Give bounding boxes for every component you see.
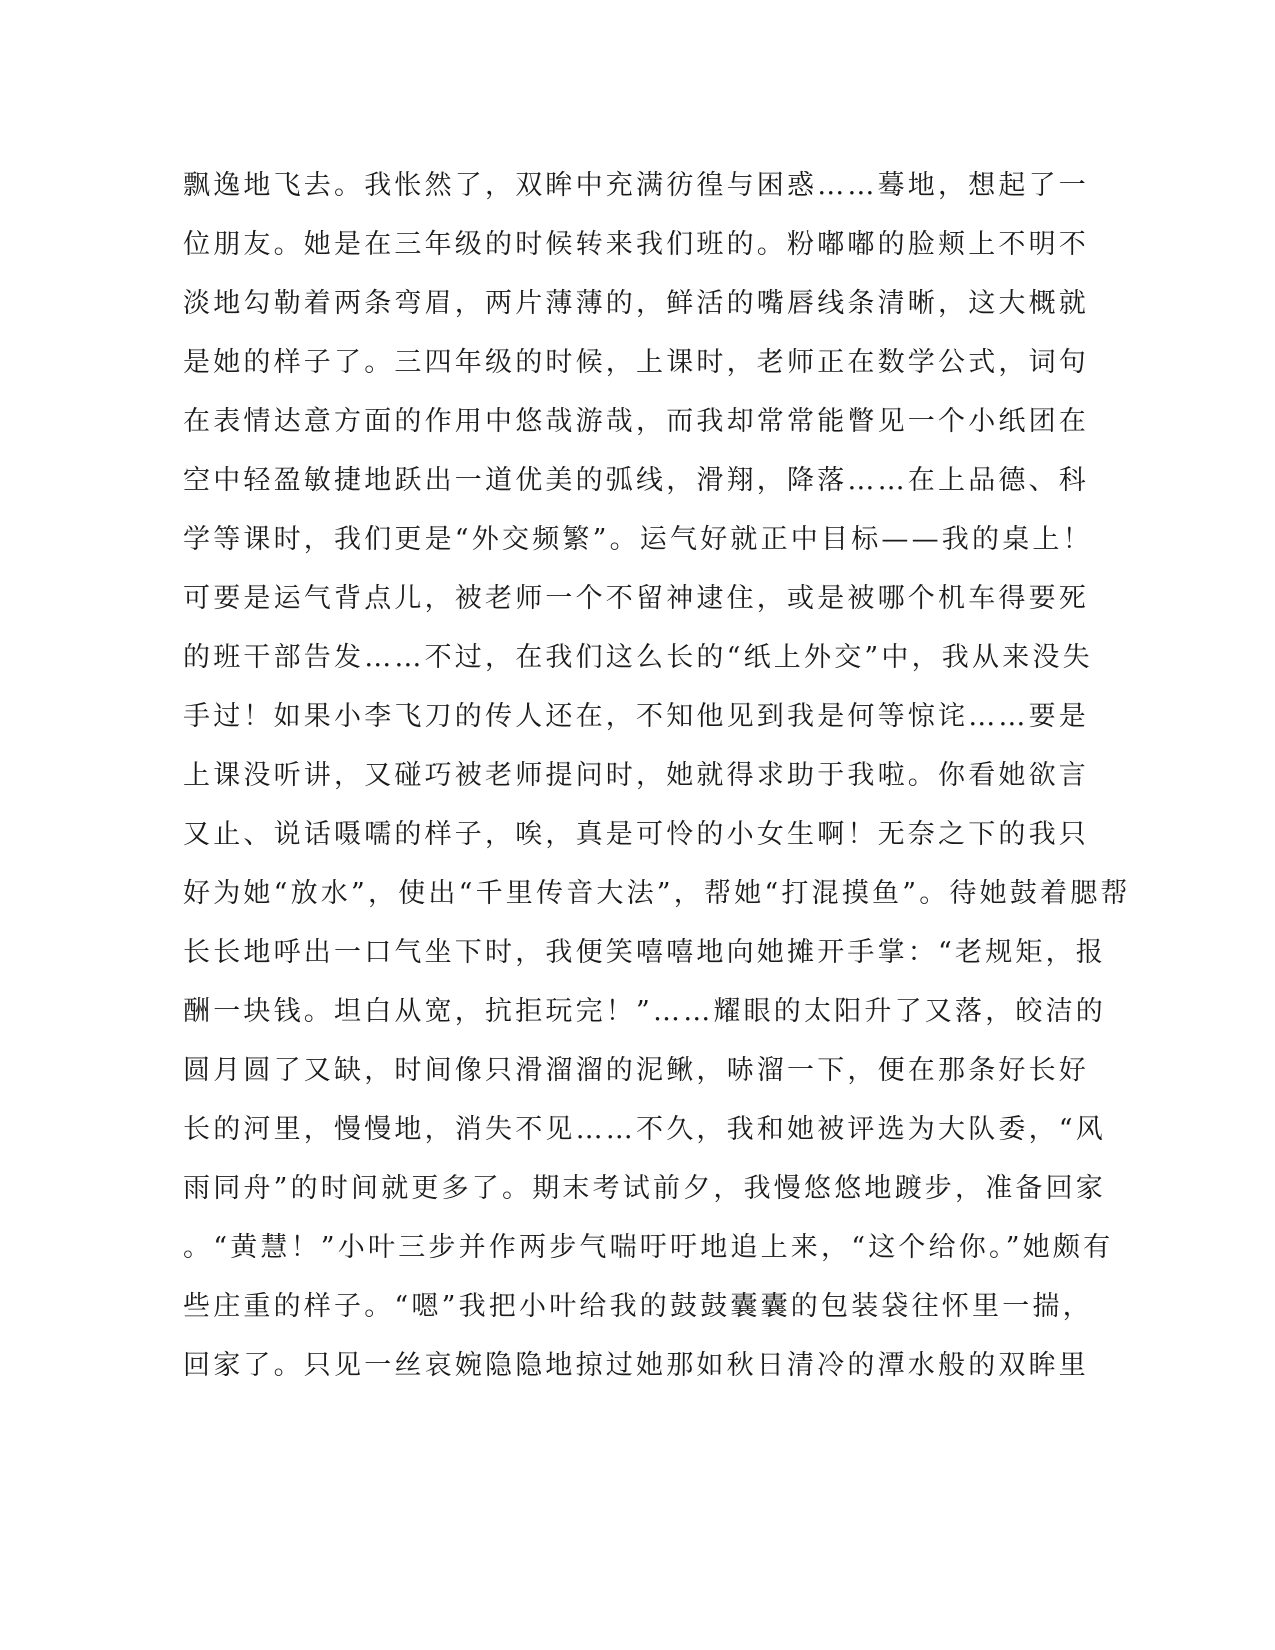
text-line: 空中轻盈敏捷地跃出一道优美的弧线，滑翔，降落……在上品德、科: [183, 465, 1089, 496]
text-line: 好为她“放水”，使出“千里传音大法”，帮她“打混摸鱼”。待她鼓着腮帮: [183, 878, 1131, 909]
text-line: 学等课时，我们更是“外交频繁”。运气好就正中目标——我的桌上！: [183, 524, 1093, 555]
text-line: 上课没听讲，又碰巧被老师提问时，她就得求助于我啦。你看她欲言: [183, 760, 1089, 791]
text-line: 是她的样子了。三四年级的时候，上课时，老师正在数学公式，词句: [183, 347, 1089, 378]
text-line: 。“黄慧！”小叶三步并作两步气喘吁吁地追上来，“这个给你。”她颇有: [183, 1232, 1114, 1263]
text-line: 位朋友。她是在三年级的时候转来我们班的。粉嘟嘟的脸颊上不明不: [183, 229, 1089, 260]
text-line: 淡地勾勒着两条弯眉，两片薄薄的，鲜活的嘴唇线条清晰，这大概就: [183, 288, 1089, 319]
text-line: 手过！如果小李飞刀的传人还在，不知他见到我是何等惊诧……要是: [183, 701, 1089, 732]
text-line: 的班干部告发……不过，在我们这么长的“纸上外交”中，我从来没失: [183, 642, 1093, 673]
text-line: 些庄重的样子。“嗯”我把小叶给我的鼓鼓囊囊的包装袋往怀里一揣，: [183, 1291, 1093, 1322]
text-line: 长长地呼出一口气坐下时，我便笑嘻嘻地向她摊开手掌：“老规矩，报: [183, 937, 1107, 968]
text-line: 圆月圆了又缺，时间像只滑溜溜的泥鳅，哧溜一下，便在那条好长好: [183, 1055, 1089, 1086]
text-line: 回家了。只见一丝哀婉隐隐地掠过她那如秋日清冷的潭水般的双眸里: [183, 1350, 1089, 1381]
text-line: 长的河里，慢慢地，消失不见……不久，我和她被评选为大队委，“风: [183, 1114, 1107, 1145]
text-line: 飘逸地飞去。我怅然了，双眸中充满彷徨与困惑……蓦地，想起了一: [183, 170, 1089, 201]
text-line: 可要是运气背点儿，被老师一个不留神逮住，或是被哪个机车得要死: [183, 583, 1089, 614]
text-line: 在表情达意方面的作用中悠哉游哉，而我却常常能瞥见一个小纸团在: [183, 406, 1089, 437]
text-line: 又止、说话嗫嚅的样子，唉，真是可怜的小女生啊！无奈之下的我只: [183, 819, 1089, 850]
text-line: 雨同舟”的时间就更多了。期末考试前夕，我慢悠悠地踱步，准备回家: [183, 1173, 1107, 1204]
body-text: [183, 166, 1131, 1405]
text-line: 酬一块钱。坦白从宽，抗拒玩完！”……耀眼的太阳升了又落，皎洁的: [183, 996, 1107, 1027]
